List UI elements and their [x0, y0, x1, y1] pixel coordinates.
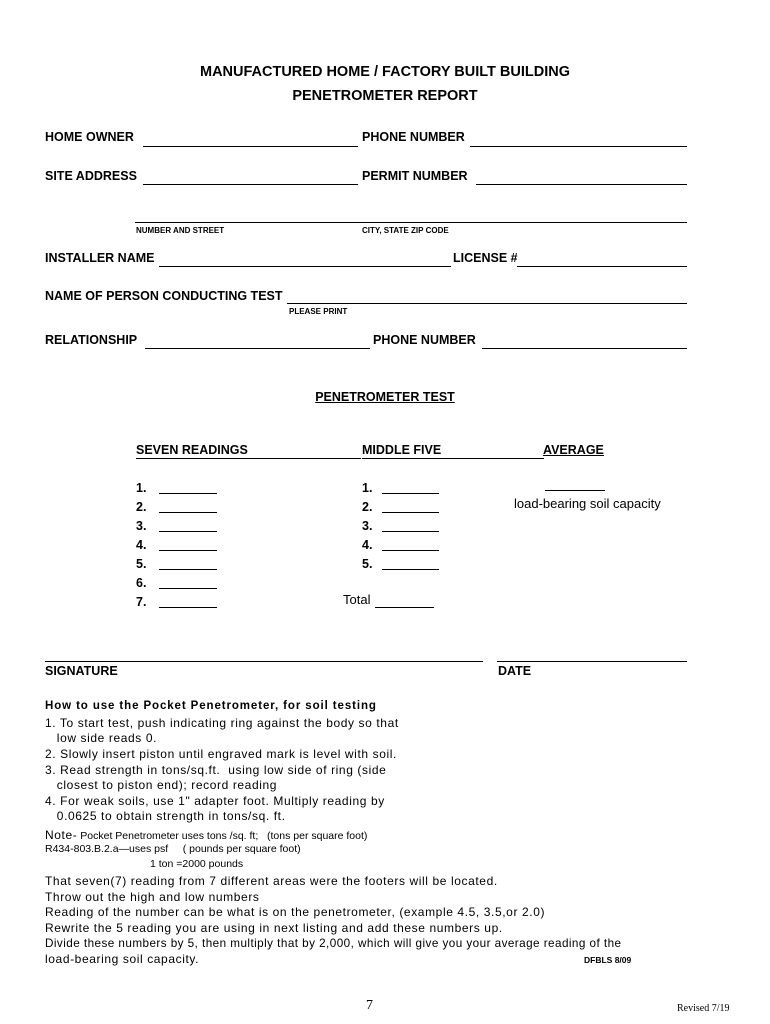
reading-number-4: 4. [136, 538, 147, 552]
procedure-line: Throw out the high and low numbers [45, 890, 260, 904]
procedure-line: That seven(7) reading from 7 different areas were the footers will be located. [45, 874, 498, 888]
procedure-line: Rewrite the 5 reading you are using in next listing and add these numbers up. [45, 921, 503, 935]
reading-number-6: 6. [136, 576, 147, 590]
ton-conversion-line: 1 ton =2000 pounds [150, 858, 244, 870]
average-caption: load-bearing soil capacity [514, 496, 661, 511]
reading-number-2: 2. [136, 500, 147, 514]
average-heading: AVERAGE [543, 443, 604, 457]
procedure-line: Reading of the number can be what is on the penetrometer, (example 4.5, 3.5,or 2.0) [45, 905, 546, 919]
average-field[interactable] [545, 490, 605, 491]
code-reference-line: R434-803.B.2.a—uses psf ( pounds per square foot) [45, 843, 301, 855]
reading-field-7[interactable] [159, 607, 217, 608]
reading-number-5: 5. [136, 557, 147, 571]
middle-number-2: 2. [362, 500, 373, 514]
signature-field[interactable] [45, 661, 483, 662]
phone-number-field[interactable] [470, 146, 687, 147]
middle-number-1: 1. [362, 481, 373, 495]
middle-number-4: 4. [362, 538, 373, 552]
permit-number-field[interactable] [476, 184, 687, 185]
site-address-field[interactable] [143, 184, 358, 185]
reading-field-4[interactable] [159, 550, 217, 551]
signature-label: SIGNATURE [45, 664, 118, 678]
instruction-line: 2. Slowly insert piston until engraved mark is level with soil. [45, 747, 397, 761]
reading-field-6[interactable] [159, 588, 217, 589]
relationship-field[interactable] [145, 348, 370, 349]
person-conducting-field[interactable] [287, 303, 687, 304]
reading-number-1: 1. [136, 481, 147, 495]
reading-number-3: 3. [136, 519, 147, 533]
reading-field-3[interactable] [159, 531, 217, 532]
middle-five-heading: MIDDLE FIVE [362, 443, 442, 457]
procedure-line: Divide these numbers by 5, then multiply that by 2,000, which will give you your average reading of the [45, 937, 622, 950]
phone-number-2-label: PHONE NUMBER [373, 333, 476, 347]
phone-number-2-field[interactable] [482, 348, 687, 349]
instruction-line: 4. For weak soils, use 1" adapter foot. Multiply reading by [45, 794, 385, 808]
procedure-line: load-bearing soil capacity. [45, 952, 200, 966]
penetrometer-test-heading: PENETROMETER TEST [315, 390, 455, 404]
date-label: DATE [498, 664, 532, 678]
middle-number-3: 3. [362, 519, 373, 533]
middle-five-underline [362, 458, 544, 459]
reading-field-1[interactable] [159, 493, 217, 494]
form-title-line2: PENETROMETER REPORT [292, 88, 478, 104]
phone-number-label: PHONE NUMBER [362, 130, 465, 144]
reading-number-7: 7. [136, 595, 147, 609]
middle-field-3[interactable] [382, 531, 439, 532]
instruction-line: 1. To start test, push indicating ring against the body so that [45, 716, 399, 730]
seven-readings-heading: SEVEN READINGS [136, 443, 248, 457]
date-field[interactable] [497, 661, 687, 662]
form-title-line1: MANUFACTURED HOME / FACTORY BUILT BUILDING [199, 64, 570, 80]
note-line [45, 826, 367, 844]
revised-date: Revised 7/19 [677, 1003, 730, 1014]
instruction-line: low side reads 0. [45, 731, 158, 745]
middle-field-5[interactable] [382, 569, 439, 570]
license-field[interactable] [517, 266, 687, 267]
instruction-line: 3. Read strength in tons/sq.ft. using low side of ring (side [45, 763, 387, 777]
form-code: DFBLS 8/09 [584, 955, 632, 965]
home-owner-label: HOME OWNER [45, 130, 134, 144]
reading-field-2[interactable] [159, 512, 217, 513]
license-label: LICENSE # [453, 251, 518, 265]
middle-field-1[interactable] [382, 493, 439, 494]
seven-readings-underline [136, 458, 361, 459]
page-number: 7 [366, 998, 373, 1013]
total-field[interactable] [375, 607, 434, 608]
please-print-caption: PLEASE PRINT [289, 307, 348, 316]
note-text: Pocket Penetrometer uses tons /sq. ft; (tons per square foot) [77, 830, 368, 842]
relationship-label: RELATIONSHIP [45, 333, 138, 347]
site-address-label: SITE ADDRESS [45, 169, 137, 183]
total-label: Total [343, 592, 371, 607]
home-owner-field[interactable] [143, 146, 358, 147]
city-state-zip-caption: CITY, STATE ZIP CODE [362, 226, 449, 235]
person-conducting-label: NAME OF PERSON CONDUCTING TEST [45, 289, 283, 303]
middle-number-5: 5. [362, 557, 373, 571]
address-line-field[interactable] [135, 222, 687, 223]
number-and-street-caption: NUMBER AND STREET [136, 226, 225, 235]
permit-number-label: PERMIT NUMBER [362, 169, 468, 183]
middle-field-4[interactable] [382, 550, 439, 551]
installer-name-label: INSTALLER NAME [45, 251, 155, 265]
reading-field-5[interactable] [159, 569, 217, 570]
installer-name-field[interactable] [159, 266, 451, 267]
note-prefix: Note- [45, 828, 78, 842]
instruction-line: 0.0625 to obtain strength in tons/sq. ft. [45, 809, 286, 823]
instructions-heading: How to use the Pocket Penetrometer, for soil testing [45, 700, 377, 712]
instruction-line: closest to piston end); record reading [45, 778, 278, 792]
middle-field-2[interactable] [382, 512, 439, 513]
